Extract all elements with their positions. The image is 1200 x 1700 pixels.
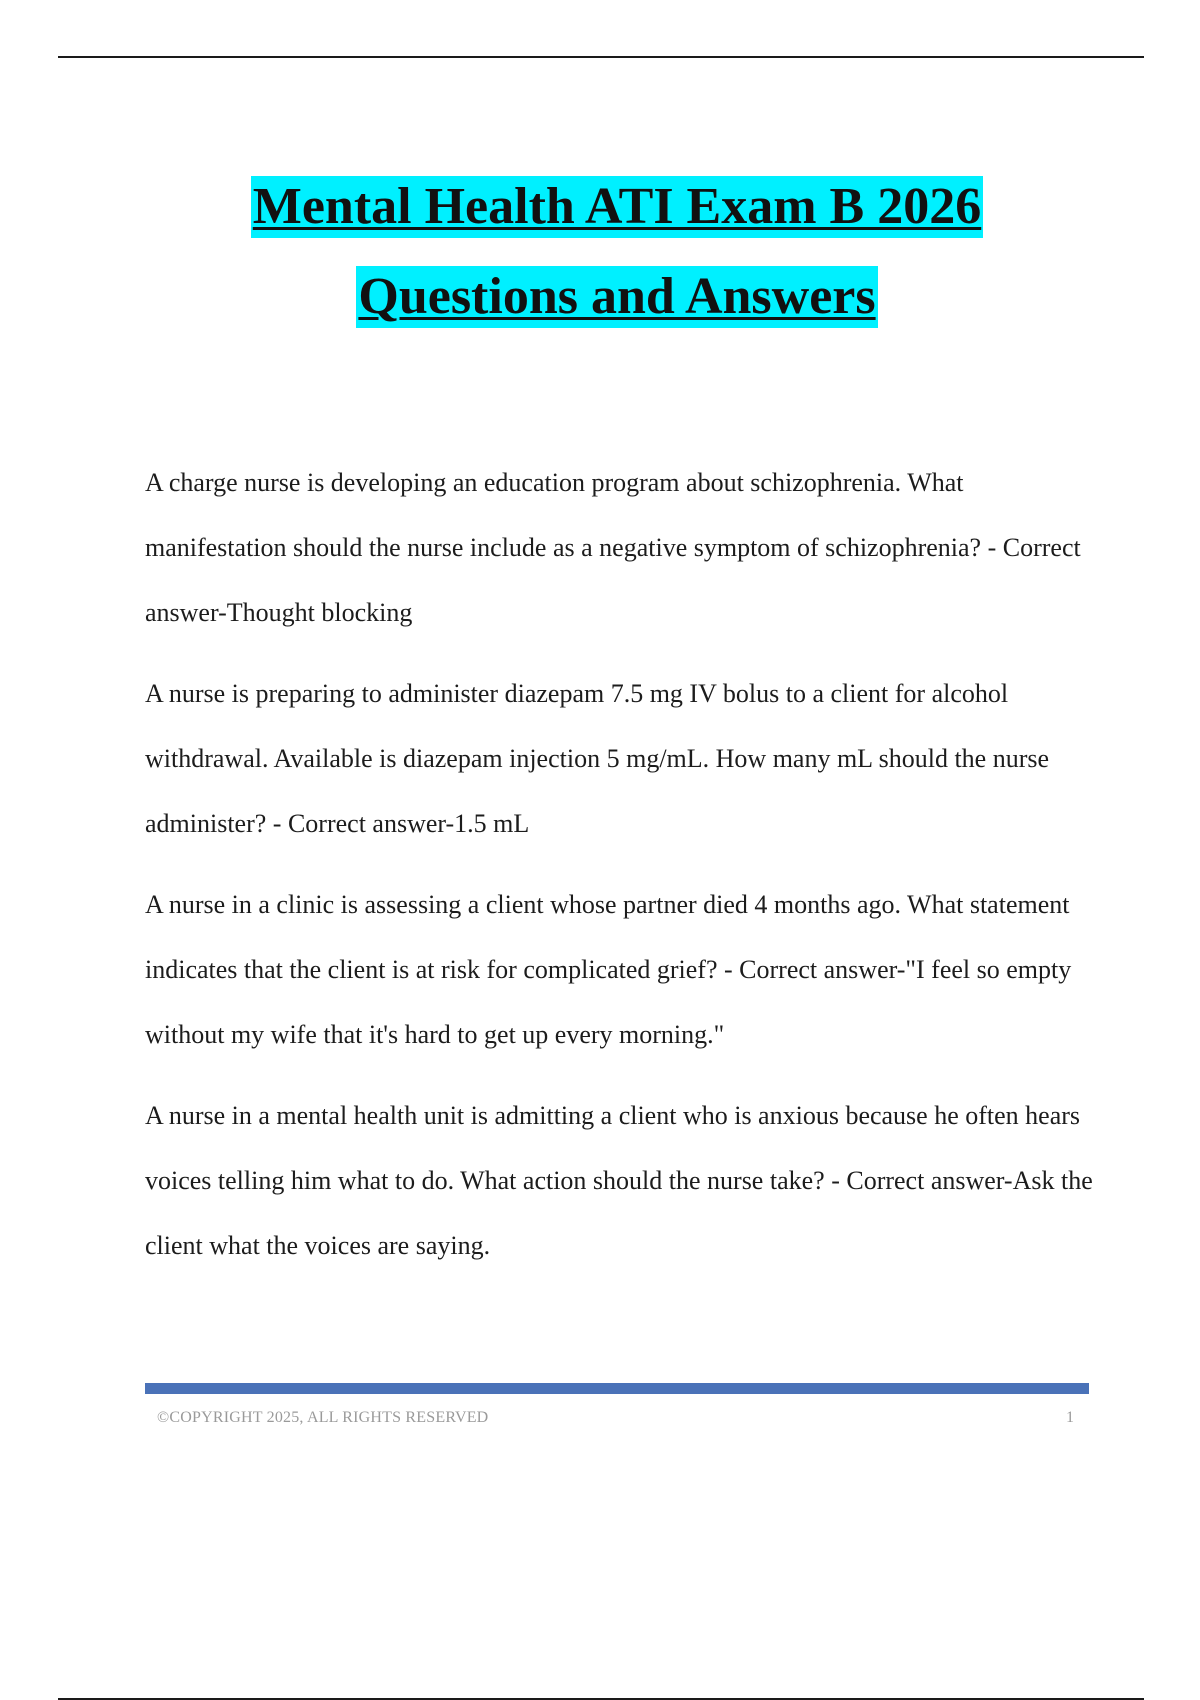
qa-list — [145, 450, 1095, 1294]
qa-item-1: A charge nurse is developing an education program about schizophrenia. What manifestation should the nurse include as a negative symptom of schizophrenia? - Correct answer-Thought blocking — [145, 468, 1081, 627]
top-rule — [58, 56, 1144, 58]
qa-item-4: A nurse in a mental health unit is admitting a client who is anxious because he often hears voices telling him what to do. What action should the nurse take? - Correct answer-Ask the client what the voices are saying. — [145, 1101, 1093, 1260]
page-number: 1 — [1066, 1409, 1074, 1426]
qa-item-2: A nurse is preparing to administer diazepam 7.5 mg IV bolus to a client for alcohol withdrawal. Available is diazepam injection 5 mg/mL. How many mL should the nurse administer? - Correct answer-1.5 mL — [145, 679, 1050, 838]
document-title — [0, 176, 1200, 328]
title-line-2: Questions and Answers — [356, 266, 877, 328]
title-line-1: Mental Health ATI Exam B 2026 — [251, 176, 983, 238]
footer-copyright: ©COPYRIGHT 2025, ALL RIGHTS RESERVED — [157, 1409, 489, 1426]
footer-bar — [145, 1383, 1089, 1394]
qa-item-3: A nurse in a clinic is assessing a client whose partner died 4 months ago. What statement indicates that the client is at risk for complicated grief? - Correct answer-"I feel so empty without my wife that it's hard to get up every morning." — [145, 890, 1072, 1049]
